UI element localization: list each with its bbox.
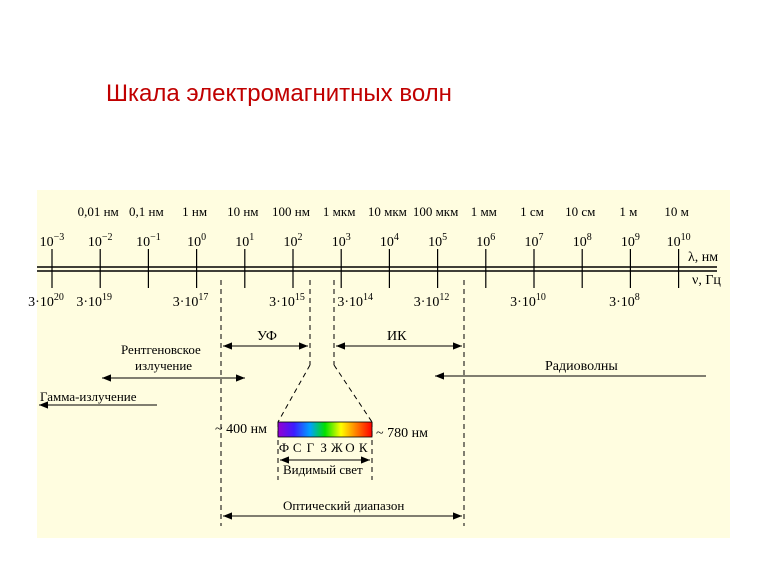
color-letter: З (320, 440, 327, 455)
color-letter: К (358, 440, 368, 455)
frequency-exponent: 8 (634, 292, 640, 303)
power-base: 10 (331, 235, 346, 250)
power-exponent: 6 (490, 232, 496, 243)
color-letter: Ф (278, 440, 290, 455)
frequency-prefix: 3·10 (76, 295, 103, 310)
wavelength-names (78, 204, 689, 219)
visible-light-label: Видимый свет (283, 462, 363, 477)
frequency-label (76, 292, 112, 310)
power-exponent: −2 (101, 232, 113, 243)
wavelength-name: 1 мкм (322, 204, 356, 219)
frequency-prefix: 3·10 (609, 295, 635, 310)
power-exponent: 2 (297, 232, 303, 243)
power-exponent: 10 (680, 232, 691, 243)
power-exponent: −3 (53, 232, 65, 243)
power-label (476, 232, 495, 250)
power-base: 10 (235, 235, 250, 250)
power-label (235, 232, 254, 250)
color-letter: Ж (330, 440, 343, 455)
unit-frequency-label: ν, Гц (692, 273, 721, 288)
xray-label-line2: излучение (135, 358, 193, 373)
power-label (187, 232, 206, 250)
xray-label-line1: Рентгеновское (121, 342, 201, 357)
frequency-label (414, 292, 450, 310)
power-base: 10 (428, 235, 443, 250)
power-base: 10 (87, 235, 102, 250)
wavelength-name: 0,01 нм (77, 204, 119, 219)
power-label (40, 232, 65, 250)
frequency-label (510, 292, 546, 310)
frequency-prefix: 3·10 (337, 295, 364, 310)
wavelength-name: 1 см (520, 204, 544, 219)
power-exponent: 5 (442, 232, 448, 243)
wavelength-name: 1 мм (470, 204, 497, 219)
unit-wavelength-label: λ, нм (688, 250, 719, 265)
frequency-exponent: 17 (198, 292, 209, 303)
frequency-prefix: 3·10 (413, 295, 440, 310)
wavelength-name: 1 м (619, 204, 638, 219)
power-label (667, 232, 691, 250)
power-base: 10 (136, 235, 151, 250)
frequency-exponent: 19 (102, 292, 113, 303)
power-base: 10 (187, 235, 202, 250)
power-exponent: 3 (345, 232, 351, 243)
power-base: 10 (666, 235, 681, 250)
power-exponent: −1 (150, 232, 161, 243)
wavelength-powers (40, 232, 691, 250)
power-label (332, 232, 351, 250)
power-base: 10 (283, 235, 298, 250)
power-base: 10 (572, 235, 587, 250)
frequency-prefix: 3·10 (269, 295, 295, 310)
wavelength-name: 100 мкм (412, 204, 459, 219)
wavelength-name: 10 нм (227, 204, 259, 219)
power-base: 10 (39, 235, 54, 250)
frequency-label (28, 292, 64, 310)
radio-label: Радиоволны (545, 359, 618, 374)
power-exponent: 8 (586, 232, 592, 243)
frequency-label (173, 292, 209, 310)
power-exponent: 7 (538, 232, 544, 243)
power-label (284, 232, 303, 250)
color-letter: С (292, 440, 302, 455)
wavelength-name: 10 мкм (367, 204, 407, 219)
wavelength-name: 0,1 нм (129, 204, 164, 219)
optical-range-label: Оптический диапазон (283, 498, 405, 513)
power-exponent: 0 (201, 232, 207, 243)
frequency-exponent: 15 (294, 292, 305, 303)
power-label (88, 232, 113, 250)
visible-min-label: ~ 400 нм (215, 422, 267, 437)
color-letter: О (345, 440, 355, 455)
visible-max-label: ~ 780 нм (376, 426, 428, 441)
frequency-prefix: 3·10 (510, 295, 536, 310)
frequency-label (269, 292, 305, 310)
frequency-prefix: 3·10 (172, 295, 199, 310)
visible-funnel (278, 365, 372, 422)
power-label (621, 232, 640, 250)
color-letter: Г (306, 440, 315, 455)
power-exponent: 4 (393, 232, 399, 243)
visible-spectrum-bar (278, 422, 372, 437)
power-exponent: 1 (249, 232, 255, 243)
power-label (573, 232, 592, 250)
range-boundaries (221, 280, 464, 526)
power-base: 10 (620, 235, 635, 250)
wavelength-name: 100 нм (272, 204, 310, 219)
frequency-exponent: 10 (535, 292, 546, 303)
wavelength-name: 1 нм (182, 204, 208, 219)
frequency-prefix: 3·10 (28, 295, 54, 310)
power-base: 10 (524, 235, 539, 250)
power-label (428, 232, 447, 250)
power-label (380, 232, 399, 250)
slide-title: Шкала электромагнитных волн (106, 80, 452, 107)
wavelength-name: 10 м (664, 204, 689, 219)
uv-label: УФ (257, 329, 277, 344)
ir-label: ИК (387, 329, 407, 344)
spectrum-diagram (28, 190, 730, 538)
color-letters (279, 440, 368, 455)
spectrum-svg (28, 190, 730, 538)
frequency-exponent: 12 (439, 292, 450, 303)
frequency-exponent: 14 (363, 292, 374, 303)
power-label (136, 232, 161, 250)
frequency-exponent: 20 (53, 292, 64, 303)
power-label (525, 232, 544, 250)
axis-ticks (52, 249, 679, 288)
power-base: 10 (379, 235, 394, 250)
power-exponent: 9 (634, 232, 640, 243)
wavelength-name: 10 см (565, 204, 596, 219)
frequency-label (337, 292, 373, 310)
gamma-label: Гамма-излучение (40, 389, 137, 404)
frequency-label (609, 292, 640, 310)
power-base: 10 (476, 235, 491, 250)
